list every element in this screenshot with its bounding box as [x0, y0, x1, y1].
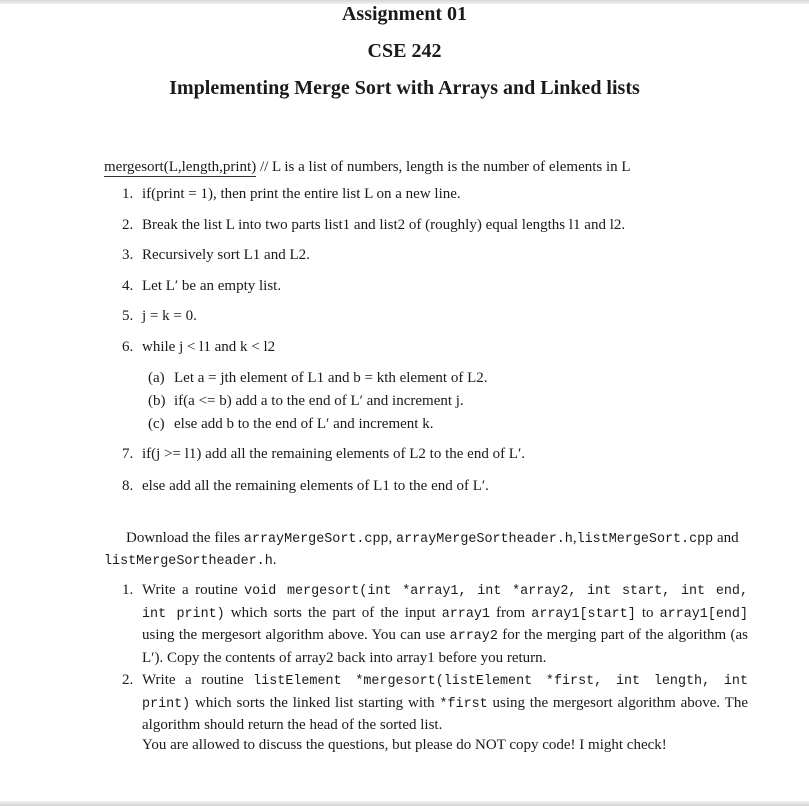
algorithm-step — [122, 477, 489, 495]
step-number: 6. — [122, 339, 134, 355]
step-text: while j < l1 and k < l2 — [142, 339, 276, 355]
step-text: Break the list L into two parts list1 and list2 of (roughly) equal lengths l1 and l2. — [142, 217, 626, 233]
algorithm-comment: // L is a list of numbers, length is the number of elements in L — [256, 159, 631, 175]
step-text: Let L′ be an empty list. — [142, 278, 282, 294]
algorithm-signature-line — [104, 158, 631, 176]
algorithm-step — [122, 338, 275, 356]
policy-note: You are allowed to discuss the questions, but please do NOT copy code! I might check! — [142, 737, 667, 753]
task-text-part: using the mergesort algorithm above. The algorithm should return the head of the sorted list. — [142, 694, 748, 733]
step-number: 3. — [122, 247, 134, 263]
task-text-part: for the merging part of the algorithm (as L′). Copy the contents of array2 back into array1 before you return. — [142, 627, 748, 666]
step-number: 1. — [122, 186, 134, 202]
separator: , — [572, 530, 577, 546]
task-item — [122, 580, 748, 668]
code-snippet: array1[end] — [659, 606, 749, 622]
task-text-part: which sorts the linked list starting with — [190, 694, 440, 711]
task-text — [142, 670, 748, 736]
step-text: else add all the remaining elements of L1 to the end of L′. — [142, 478, 489, 494]
code-snippet: void mergesort(int *array1, int *array2, int start, int end, int print) — [142, 584, 748, 622]
file-name: listMergeSortheader.h — [104, 554, 273, 569]
task-item — [122, 670, 748, 736]
algorithm-substep — [148, 415, 433, 433]
substep-text: if(a <= b) add a to the end of L′ and increment j. — [174, 393, 464, 409]
step-number: 5. — [122, 308, 134, 324]
algorithm-signature: mergesort(L,length,print) — [104, 159, 257, 175]
download-prefix: Download the files — [126, 530, 244, 546]
separator: . — [272, 552, 277, 568]
algorithm-substep — [148, 369, 488, 387]
substep-text: Let a = jth element of L1 and b = kth element of L2. — [174, 370, 488, 386]
algorithm-step — [122, 445, 525, 463]
substep-text: else add b to the end of L′ and increment k. — [174, 416, 434, 432]
algorithm-step — [122, 246, 310, 264]
step-text: if(print = 1), then print the entire list L on a new line. — [142, 186, 461, 202]
substep-label: (c) — [148, 416, 165, 432]
assignment-title: Assignment 01 — [341, 3, 467, 25]
task-number: 1. — [122, 582, 134, 598]
step-number: 8. — [122, 478, 134, 494]
algorithm-step — [122, 185, 461, 203]
separator: , — [388, 530, 397, 546]
task-text-part: to — [635, 604, 660, 621]
step-number: 7. — [122, 446, 134, 462]
task-text-part: from — [489, 604, 532, 621]
file-name: arrayMergeSortheader.h — [396, 532, 573, 547]
step-number: 2. — [122, 217, 134, 233]
algorithm-substep — [148, 392, 464, 410]
assignment-subtitle: Implementing Merge Sort with Arrays and Linked lists — [169, 77, 640, 99]
code-snippet: array1[start] — [531, 606, 636, 622]
algorithm-step — [122, 307, 197, 325]
substep-label: (b) — [148, 393, 166, 409]
task-text — [142, 580, 748, 668]
task-text-part: Write a routine — [142, 672, 254, 688]
step-text: if(j >= l1) add all the remaining elements of L2 to the end of L′. — [142, 446, 526, 462]
task-text-part: which sorts the part of the input — [224, 604, 442, 621]
code-snippet: array2 — [449, 629, 498, 644]
code-snippet: array1 — [441, 606, 490, 622]
code-snippet: *first — [439, 696, 488, 712]
step-text: j = k = 0. — [142, 308, 197, 324]
substep-label: (a) — [148, 370, 165, 386]
file-name: listMergeSort.cpp — [576, 532, 714, 547]
algorithm-step — [122, 277, 281, 295]
task-number: 2. — [122, 672, 134, 688]
step-text: Recursively sort L1 and L2. — [142, 247, 310, 263]
code-snippet: listElement *mergesort(listElement *first, int length, int print) — [142, 674, 748, 712]
download-instructions — [104, 528, 744, 572]
algorithm-step — [122, 216, 625, 234]
step-number: 4. — [122, 278, 134, 294]
separator: and — [713, 530, 739, 546]
task-text-part: using the mergesort algorithm above. You can use — [142, 627, 450, 643]
file-name: arrayMergeSort.cpp — [243, 532, 389, 547]
bottom-edge — [0, 801, 809, 806]
task-text-part: Write a routine — [142, 582, 245, 598]
course-code: CSE 242 — [367, 40, 442, 62]
